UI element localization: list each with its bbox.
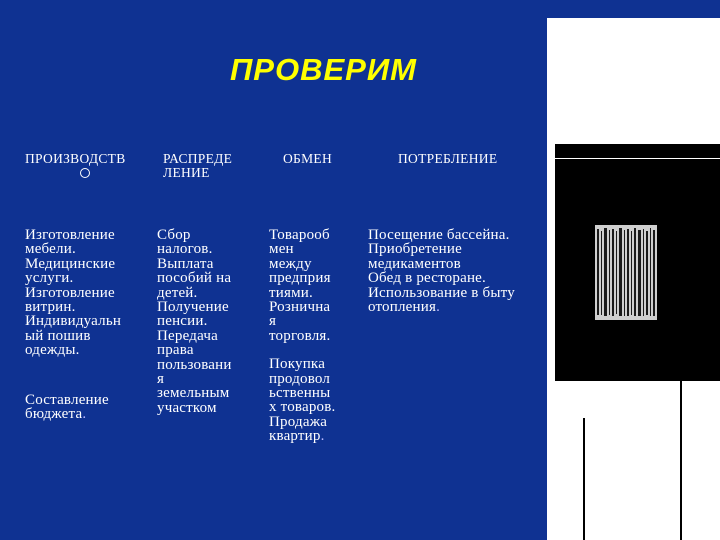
column-distribution <box>157 228 232 415</box>
production-examples: Изготовление мебели. Медицинские услуги. Изготовление витрин. Индивидуальн ый пошив одежды. <box>25 227 122 359</box>
column-exchange <box>269 228 335 444</box>
header-consumption: ПОТРЕБЛЕНИЕ <box>398 151 498 166</box>
consumption-examples: Посещение бассейна. Приобретение медикаментов Обед в ресторане. Использование в быту отопления. <box>368 227 515 316</box>
circle-bullet-icon <box>80 168 90 178</box>
barcode-image <box>595 225 657 320</box>
header-production: ПРОИЗВОДСТВ <box>25 151 126 166</box>
exchange-extra: Покупка продовол ьственны х товаров. Продажа квартир. <box>269 356 336 445</box>
column-consumption <box>368 228 515 314</box>
decorative-line <box>583 418 585 540</box>
decorative-bar <box>555 144 720 158</box>
header-exchange: ОБМЕН <box>283 151 333 166</box>
distribution-examples: Сбор налогов. Выплата пособий на детей. Получение пенсии. Передача права пользовани я земельным участком <box>157 227 232 416</box>
column-production <box>25 228 121 421</box>
production-extra: Составление бюджета. <box>25 391 109 423</box>
consumption-text: Посещение бассейна. Приобретение медикаментов Обед в ресторане. Использование в быту отопления <box>368 227 515 316</box>
header-distribution: РАСПРЕДЕ ЛЕНИЕ <box>163 151 233 180</box>
production-extra-text: Составление бюджета <box>25 391 109 423</box>
decorative-line <box>680 258 682 540</box>
exchange-examples: Товарооб мен между предприя тиями. Рознична я торговля. <box>269 227 331 344</box>
exchange-extra-text: Покупка продовол ьственны х товаров. Продажа квартир <box>269 356 336 445</box>
slide-title: ПРОВЕРИМ <box>230 52 417 87</box>
